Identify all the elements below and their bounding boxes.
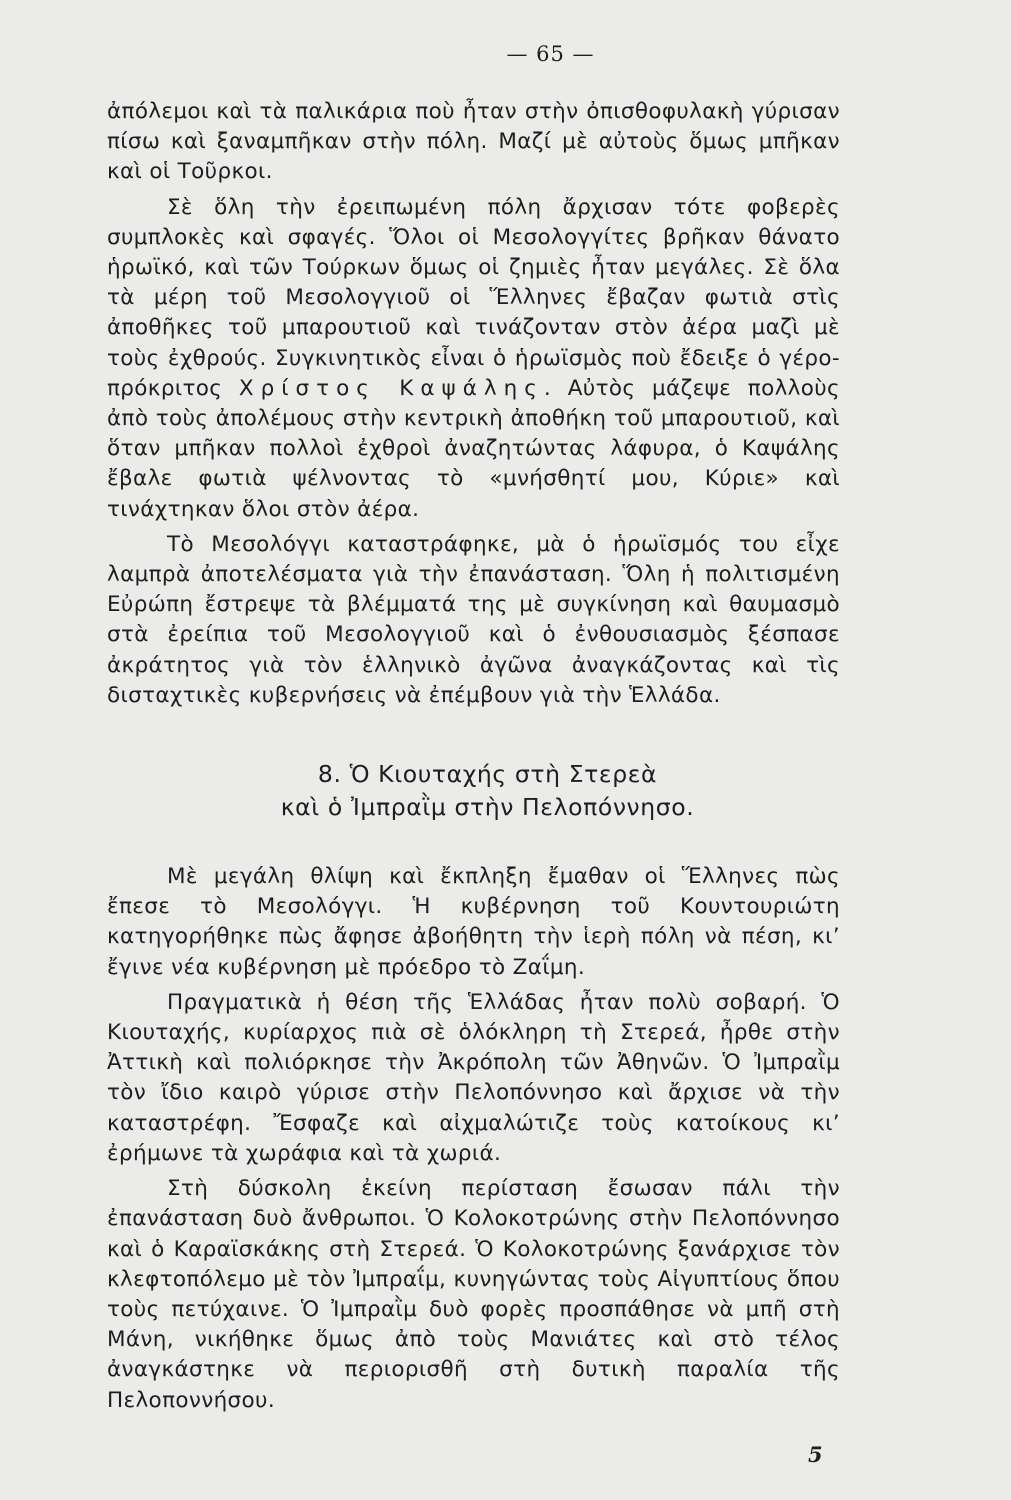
paragraph-1: ἀπόλεμοι καὶ τὰ παλικάρια ποὺ ἦταν στὴν ὀπισθοφυλακὴ γύρισαν πίσω καὶ ξαναμπῆκαν στὴν πόλη. Μαζί μὲ αὐτοὺς ὅμως μπῆκαν καὶ οἱ Τοῦρκοι. xyxy=(107,99,840,185)
section-heading-line-2: καὶ ὁ Ἰμπραῒμ στὴν Πελοπόννησο. xyxy=(280,793,695,822)
paragraph-5: Πραγματικὰ ἡ θέση τῆς Ἑλλάδας ἦταν πολὺ σοβαρή. Ὁ Κιουταχής, κυρίαρχος πιὰ σὲ ὁλόκληρη τὴ Στερεά, ἦρθε στὴν Ἀττικὴ καὶ πολιόρκησε τὴν Ἀκρόπολη τῶν Ἀθηνῶν. Ὁ Ἰμπραῒμ τὸν ἴδιο καιρὸ γύρισε στὴν Πελοπόννησο καὶ ἄρχισε νὰ τὴν καταστρέφη. Ἔσφαζε καὶ αἰχμαλώτιζε τοὺς κατοίκους κι’ ἐρήμωνε τὰ χωράφια καὶ τὰ χωριά. xyxy=(107,989,840,1166)
page-body xyxy=(107,97,840,1416)
section-heading-line-1: 8. Ὁ Κιουταχής στὴ Στερεὰ xyxy=(317,760,658,789)
paragraph-2-text: Σὲ ὅλη τὴν ἐρειπωμένη πόλη ἄρχισαν τότε φοβερὲς συμπλοκὲς καὶ σφαγές. Ὅλοι οἱ Μεσολογγίτες βρῆκαν θάνατο ἡρωϊκό, καὶ τῶν Τούρκων ὅμως οἱ ζημιὲς ἦταν μεγάλες. Σὲ ὅλα τὰ μέρη τοῦ Μεσολογγιοῦ οἱ Ἕλληνες ἔβαζαν φωτιὰ στὶς ἀποθῆκες τοῦ μπαρουτιοῦ καὶ τινάζονταν στὸν ἀέρα μαζὶ μὲ τοὺς ἐχθρούς. Συγκινητικὸς εἶναι ὁ ἡρωϊσμὸς ποὺ ἔδειξε ὁ γέρο-πρόκριτος xyxy=(107,194,840,401)
paragraph-6: Στὴ δύσκολη ἐκείνη περίσταση ἔσωσαν πάλι τὴν ἐπανάσταση δυὸ ἄνθρωποι. Ὁ Κολοκοτρώνης στὴν Πελοπόννησο καὶ ὁ Καραϊσκάκης στὴ Στερεά. Ὁ Κολοκοτρώνης ξανάρχισε τὸν κλεφτοπόλεμο μὲ τὸν Ἰμπραΐμ, κυνηγώντας τοὺς Αἰγυπτίους ὅπου τοὺς πετύχαινε. Ὁ Ἰμπραῒμ δυὸ φορὲς προσπάθησε νὰ μπῆ στὴ Μάνη, νικήθηκε ὅμως ἀπὸ τοὺς Μανιάτες καὶ στὸ τέλος ἀναγκάστηκε νὰ περιορισθῆ στὴ δυτικὴ παραλία τῆς Πελοποννήσου. xyxy=(107,1176,840,1413)
paragraph-3: Τὸ Μεσολόγγι καταστράφηκε, μὰ ὁ ἡρωϊσμός του εἶχε λαμπρὰ ἀποτελέσματα γιὰ τὴν ἐπανάσταση. Ὅλη ἡ πολιτισμένη Εὐρώπη ἔστρεψε τὰ βλέμματά της μὲ συγκίνηση καὶ θαυμασμὸ στὰ ἐρείπια τοῦ Μεσολογγιοῦ καὶ ὁ ἐνθουσιασμὸς ξέσπασε ἀκράτητος γιὰ τὸν ἑλληνικὸ ἀγῶνα ἀναγκάζοντας καὶ τὶς δισταχτικὲς κυβερνήσεις νὰ ἐπέμβουν γιὰ τὴν Ἑλλάδα. xyxy=(107,531,840,708)
page-number: — 65 — xyxy=(506,42,595,66)
name-kapsalis: Χρίστος Καψάλης xyxy=(238,375,544,401)
signature-mark: 5 xyxy=(808,1442,823,1467)
paragraph-2-text-after: . Αὐτὸς μάζεψε πολλοὺς ἀπὸ τοὺς ἀπολέμους στὴν κεντρικὴ ἀποθήκη τοῦ μπαρουτιοῦ, καὶ ὅταν μπῆκαν πολλοὶ ἐχθροὶ ἀναζητώντας λάφυρα, ὁ Καψάλης ἔβαλε φωτιὰ ψέλνοντας τὸ «μνήσθητί μου, Κύριε» καὶ τινάχτηκαν ὅλοι στὸν ἀέρα. xyxy=(107,375,840,522)
paragraph-4: Μὲ μεγάλη θλίψη καὶ ἔκπληξη ἔμαθαν οἱ Ἕλληνες πὼς ἔπεσε τὸ Μεσολόγγι. Ἡ κυβέρνηση τοῦ Κουντουριώτη κατηγορήθηκε πὼς ἄφησε ἀβοήθητη τὴν ἱερὴ πόλη νὰ πέση, κι’ ἔγινε νέα κυβέρνηση μὲ πρόεδρο τὸ Ζαΐμη. xyxy=(107,864,840,980)
section-heading xyxy=(107,758,840,824)
paragraph-2 xyxy=(107,193,840,525)
